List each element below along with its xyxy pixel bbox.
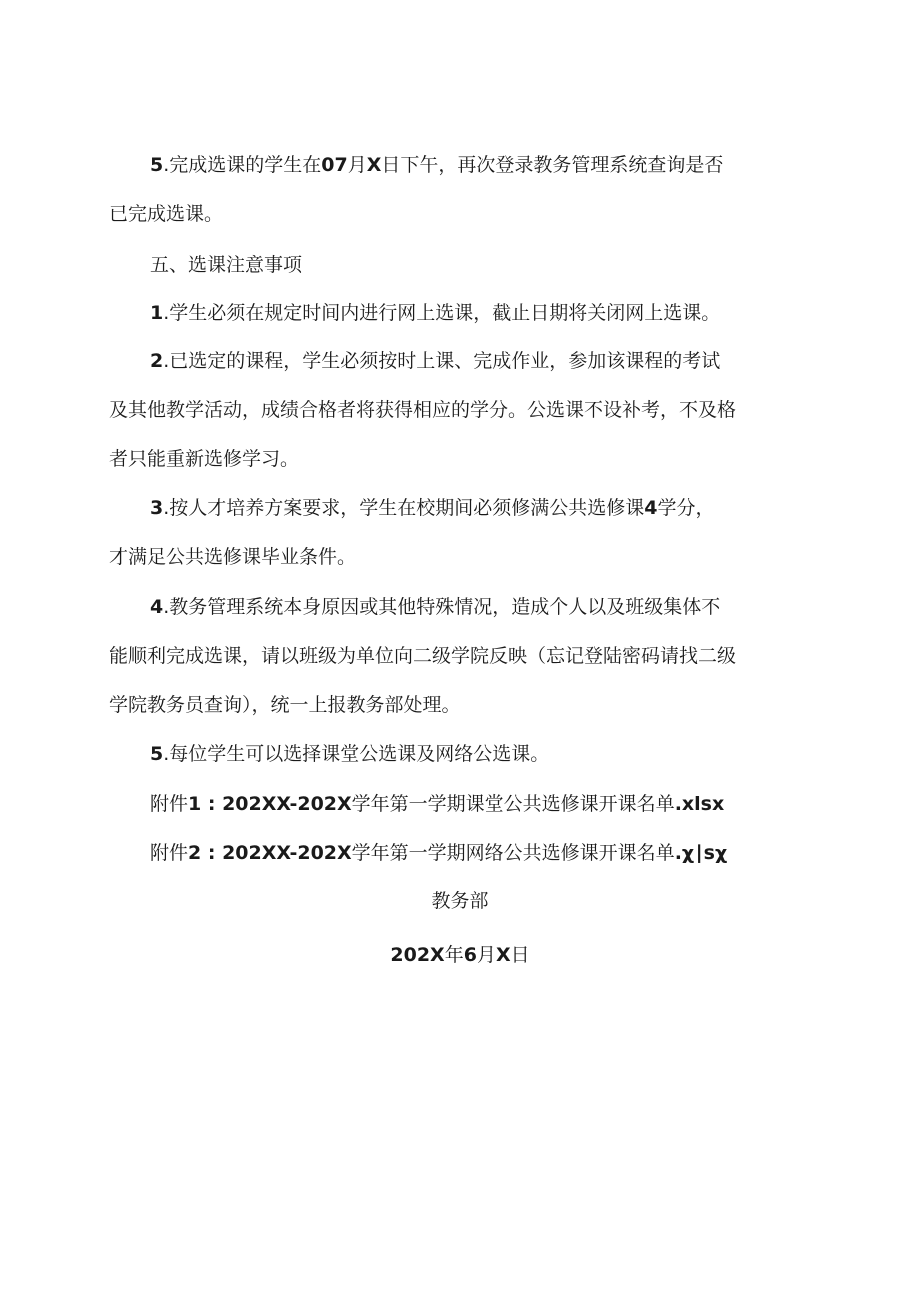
attachment-prefix: 附件 [150, 793, 189, 815]
item-number: 1 [150, 302, 164, 324]
item-number: 5 [150, 154, 164, 176]
note-3-line-2: 才满足公共选修课毕业条件。 [109, 546, 357, 568]
item-number: 2 [150, 350, 164, 372]
attachment-label: 1 : 202XX-202X [188, 793, 352, 815]
attachment-prefix: 附件 [150, 842, 189, 864]
note-4-line-3: 学院教务员查询），统一上报教务部处理。 [109, 694, 461, 716]
paragraph-5-line-1: 5.完成选课的学生在07月X日下午，再次登录教务管理系统查询是否 [150, 154, 724, 176]
attachment-title: 学年第一学期课堂公共选修课开课名单 [351, 793, 675, 815]
paragraph-5-line-2: 已完成选课。 [109, 203, 224, 225]
item-number: 4 [150, 596, 164, 618]
item-number: 5 [150, 743, 164, 765]
attachment-extension: .χ∣sχ [674, 842, 728, 864]
attachment-label: 2 : 202XX-202X [188, 842, 352, 864]
note-4-line-1: 4.教务管理系统本身原因或其他特殊情况，造成个人以及班级集体不 [150, 596, 721, 618]
attachment-2[interactable] [150, 838, 850, 868]
section-heading: 五、选课注意事项 [150, 254, 303, 276]
note-4-line-2: 能顺利完成选课，请以班级为单位向二级学院反映（忘记登陆密码请找二级 [109, 645, 737, 667]
item-number: 3 [150, 497, 164, 519]
signature-department: 教务部 [431, 890, 489, 912]
attachment-1[interactable] [150, 789, 850, 819]
signature-date: 202X年6月X日 [390, 944, 530, 966]
attachment-title: 学年第一学期网络公共选修课开课名单 [351, 842, 675, 864]
note-5-line-1: 5.每位学生可以选择课堂公选课及网络公选课。 [150, 743, 550, 765]
note-2-line-3: 者只能重新选修学习。 [109, 448, 300, 470]
attachment-extension: .xlsx [674, 793, 725, 815]
note-2-line-2: 及其他教学活动，成绩合格者将获得相应的学分。公选课不设补考，不及格 [109, 399, 737, 421]
note-3-line-1: 3.按人才培养方案要求，学生在校期间必须修满公共选修课4学分， [150, 497, 715, 519]
note-2-line-1: 2.已选定的课程，学生必须按时上课、完成作业，参加该课程的考试 [150, 350, 721, 372]
note-1-line-1: 1.学生必须在规定时间内进行网上选课，截止日期将关闭网上选课。 [150, 302, 721, 324]
